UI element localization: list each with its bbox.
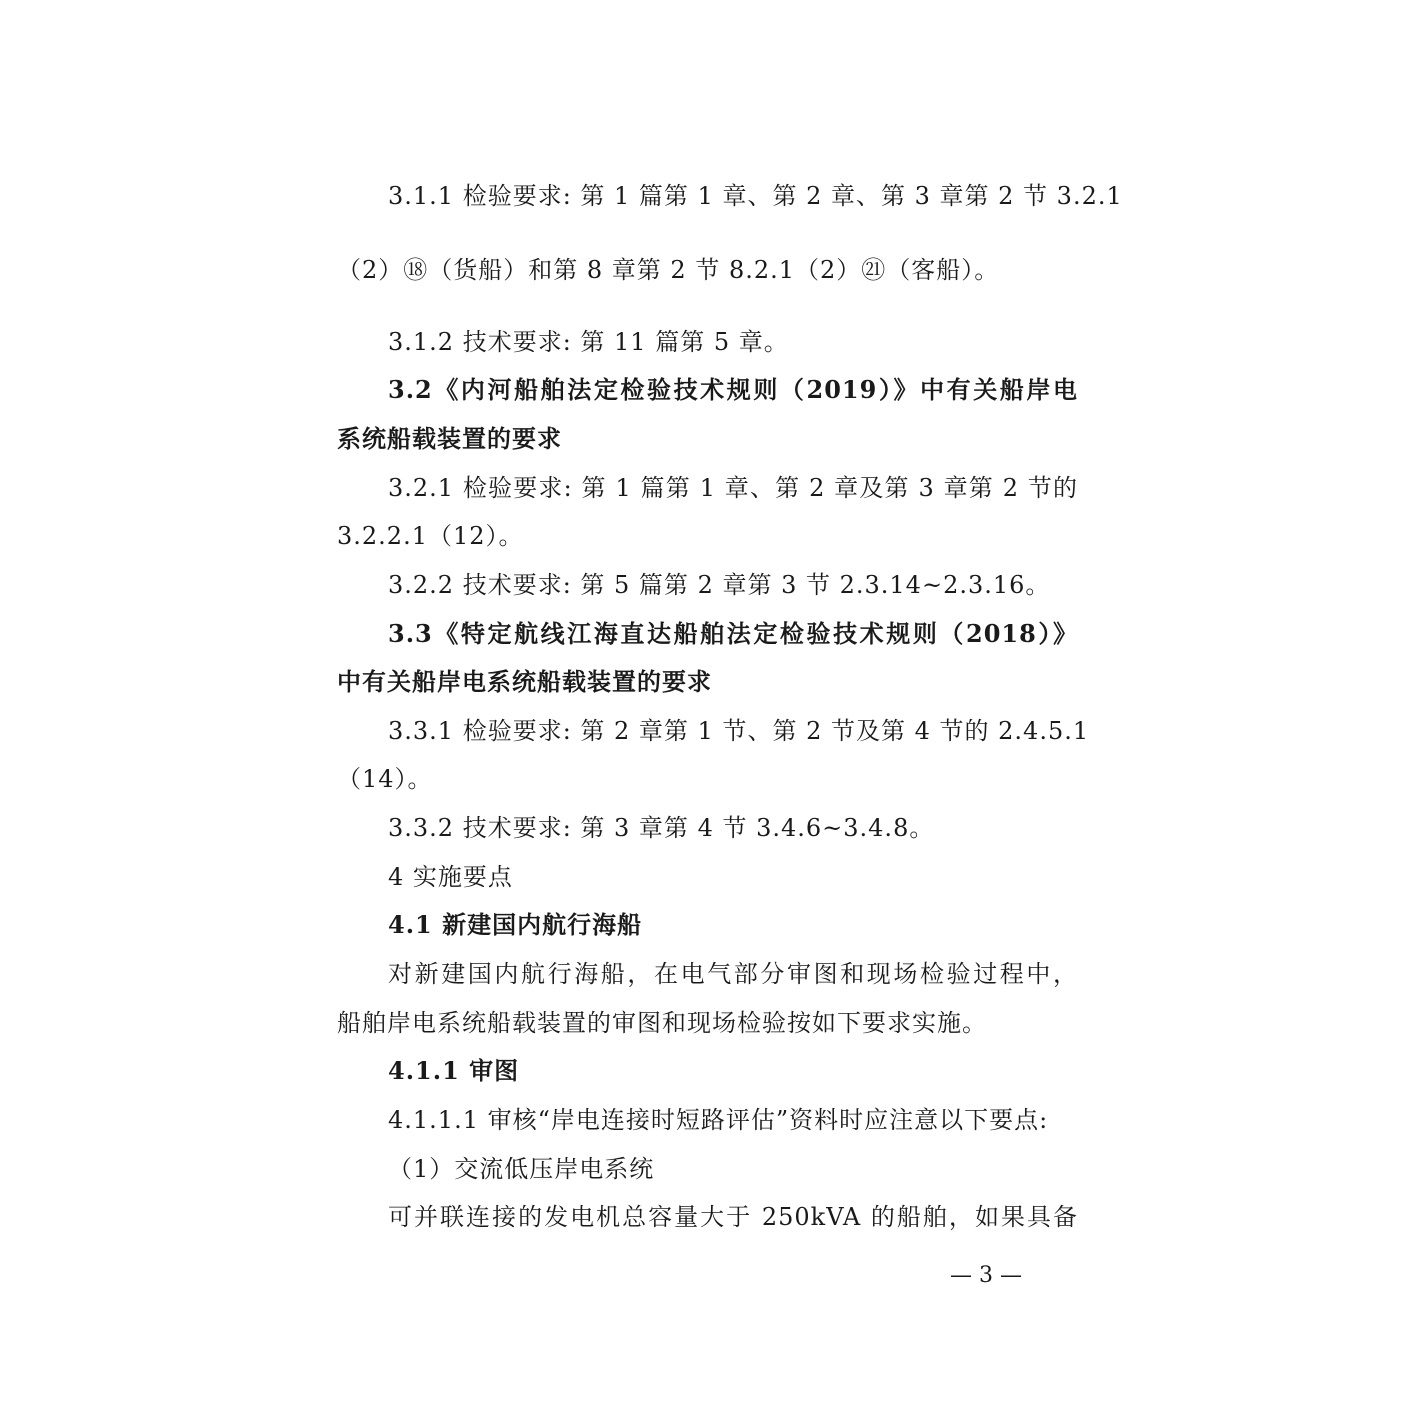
text-line: 4.1.1.1 审核“岸电连接时短路评估”资料时应注意以下要点: (388, 1106, 1049, 1134)
text-line: 船舶岸电系统船载装置的审图和现场检验按如下要求实施。 (337, 1009, 987, 1037)
section-heading: 系统船载装置的要求 (337, 424, 562, 453)
text-line: 3.2.2 技术要求: 第 5 篇第 2 章第 3 节 2.3.14~2.3.16。 (388, 571, 1051, 599)
section-heading: 4.1 新建国内航行海船 (388, 910, 643, 939)
text-line: （1）交流低压岸电系统 (388, 1155, 655, 1183)
text-line: （14）。 (337, 765, 433, 793)
text-line: 3.3.2 技术要求: 第 3 章第 4 节 3.4.6~3.4.8。 (388, 814, 935, 842)
text-line: 对新建国内航行海船，在电气部分审图和现场检验过程中， (388, 960, 1078, 988)
text-line: （2）⑱（货船）和第 8 章第 2 节 8.2.1（2）㉑（客船）。 (337, 256, 1000, 284)
section-heading: 3.3《特定航线江海直达船舶法定检验技术规则（2018）》 (388, 619, 1078, 648)
page-number: — 3 — (950, 1263, 1022, 1288)
text-line: 3.2.1 检验要求: 第 1 篇第 1 章、第 2 章及第 3 章第 2 节的 (388, 474, 1078, 502)
text-line: 3.2.2.1（12）。 (337, 522, 524, 550)
text-line: 3.3.1 检验要求: 第 2 章第 1 节、第 2 节及第 4 节的 2.4.5.1 (388, 717, 1090, 745)
section-heading: 中有关船岸电系统船载装置的要求 (337, 667, 712, 696)
section-heading: 4.1.1 审图 (388, 1056, 520, 1085)
section-heading: 3.2《内河船舶法定检验技术规则（2019）》中有关船岸电 (388, 375, 1078, 404)
text-line: 3.1.2 技术要求: 第 11 篇第 5 章。 (388, 328, 789, 356)
text-line: 3.1.1 检验要求: 第 1 篇第 1 章、第 2 章、第 3 章第 2 节 3.2.1 (388, 182, 1123, 210)
text-line: 可并联连接的发电机总容量大于 250kVA 的船舶，如果具备 (388, 1203, 1078, 1231)
section-heading: 4 实施要点 (388, 863, 513, 891)
